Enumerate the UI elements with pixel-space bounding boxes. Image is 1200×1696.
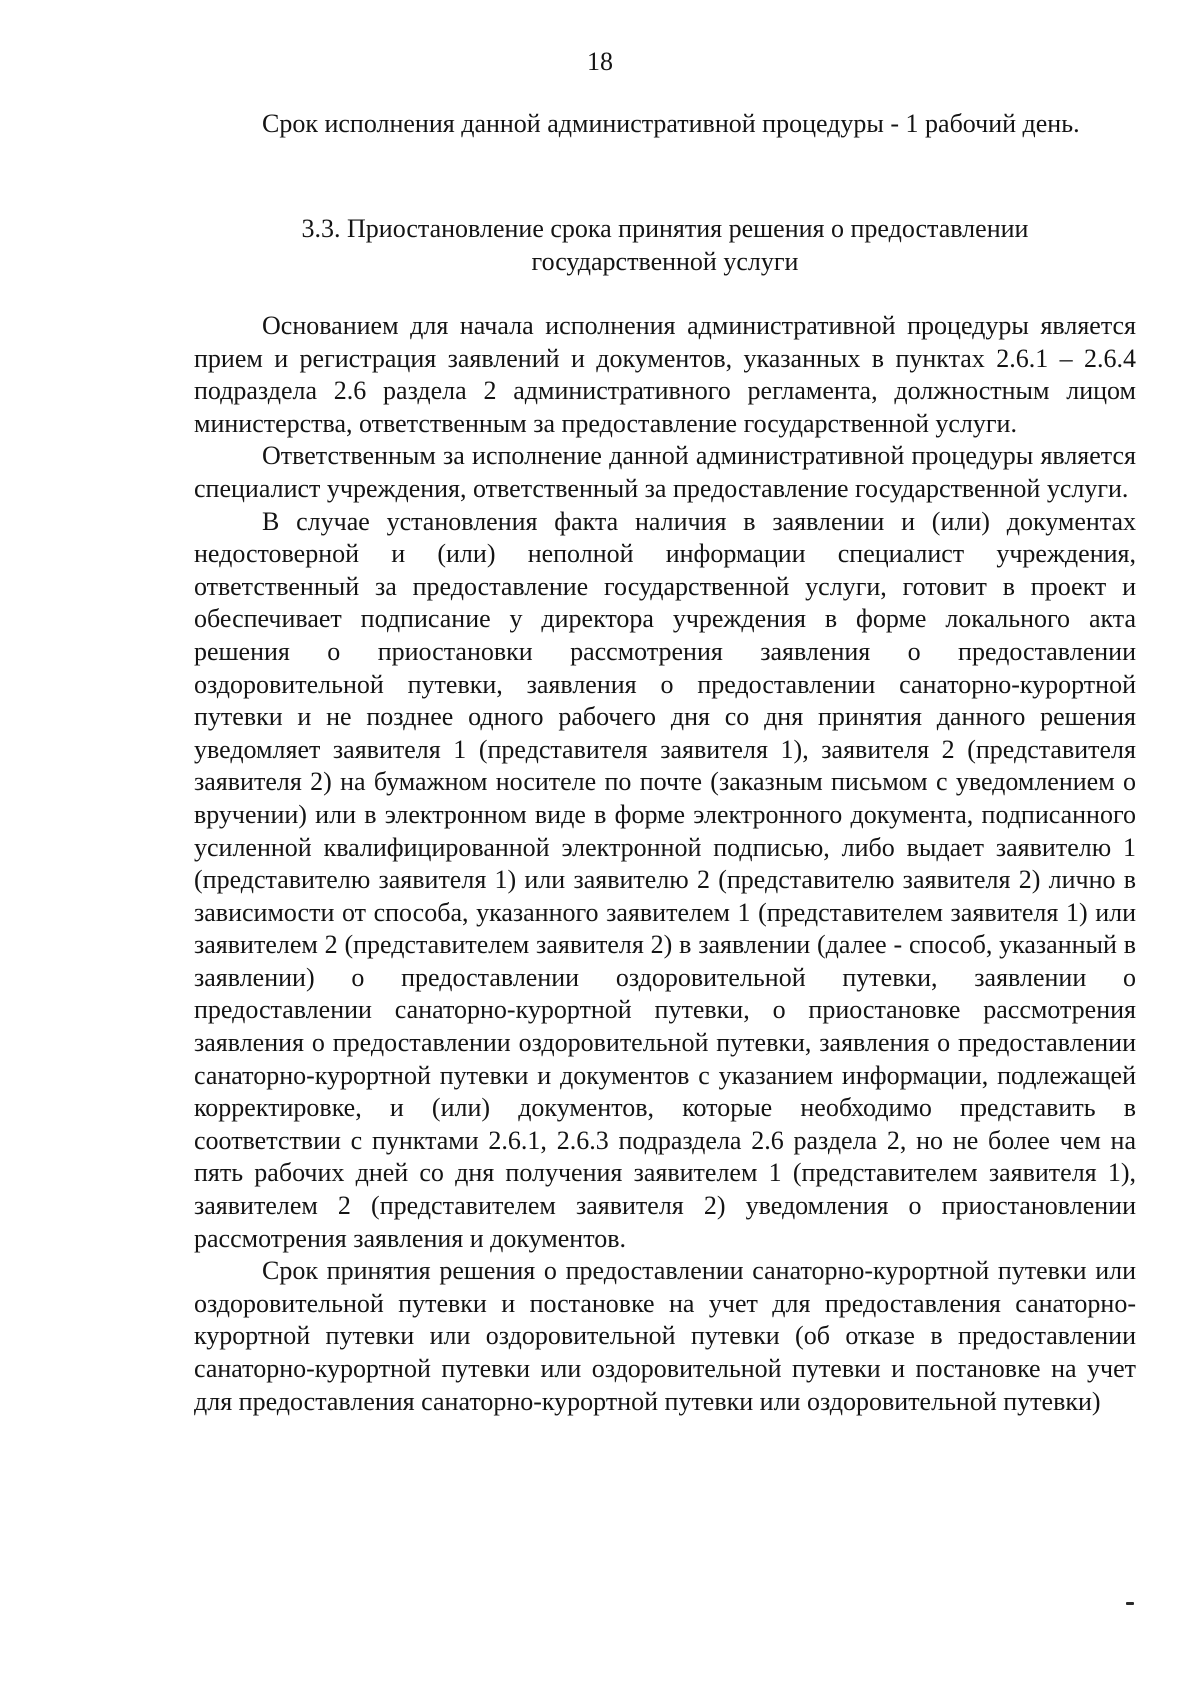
paragraph-grounds: Основанием для начала исполнения административной процедуры является прием и регистрация заявлений и документов, указанных в пунктах 2.6.1 – 2.6.4 подраздела 2.6 раздела 2 административного регламента, должностным лицом министерства, ответственным за предоставление государственной услуги. [194, 311, 1136, 438]
scan-mark [1126, 1602, 1134, 1605]
page-number: 18 [587, 47, 613, 76]
intro-paragraph: Срок исполнения данной административной процедуры - 1 рабочий день. [262, 109, 1080, 138]
main-text-block [194, 310, 1136, 1418]
paragraph-suspension-procedure: В случае установления факта наличия в заявлении и (или) документах недостоверной и (или) неполной информации специалист учреждения, ответственный за предоставление государственной услуги, готовит в проект и обеспечивает подписание у директора учреждения в форме локального акта решения о приостановки рассмотрения заявления о предоставлении оздоровительной путевки, заявления о предоставлении санаторно-курортной путевки и не позднее одного рабочего дня со дня принятия данного решения уведомляет заявителя 1 (представителя заявителя 1), заявителя 2 (представителя заявителя 2) на бумажном носителе по почте (заказным письмом с уведомлением о вручении) или в электронном виде в форме электронного документа, подписанного усиленной квалифицированной электронной подписью, либо выдает заявителю 1 (представителю заявителя 1) или заявителю 2 (представителю заявителя 2) лично в зависимости от способа, указанного заявителем 1 (представителем заявителя 1) или заявителем 2 (представителем заявителя 2) в заявлении (далее - способ, указанный в заявлении) о предоставлении оздоровительной путевки, заявлении о предоставлении санаторно-курортной путевки, о приостановке рассмотрения заявления о предоставлении оздоровительной путевки, заявления о предоставлении санаторно-курортной путевки и документов с указанием информации, подлежащей корректировке, и (или) документов, которые необходимо представить в соответствии с пунктами 2.6.1, 2.6.3 подраздела 2.6 раздела 2, но не более чем на пять рабочих дней со дня получения заявителем 1 (представителем заявителя 1), заявителем 2 (представителем заявителя 2) уведомления о приостановлении рассмотрения заявления и документов. [194, 506, 1136, 1253]
section-heading-line-1: 3.3. Приостановление срока принятия решения о предоставлении [301, 214, 1029, 243]
paragraph-responsible: Ответственным за исполнение данной административной процедуры является специалист учреждения, ответственный за предоставление государственной услуги. [194, 441, 1136, 503]
section-heading-line-2: государственной услуги [531, 247, 799, 276]
intro-block [194, 108, 1136, 141]
section-heading [194, 212, 1136, 278]
paragraph-decision-deadline: Срок принятия решения о предоставлении санаторно-курортной путевки или оздоровительной путевки и постановке на учет для предоставления санаторно-курортной путевки или оздоровительной путевки (об отказе в предоставлении санаторно-курортной путевки или оздоровительной путевки и постановке на учет для предоставления санаторно-курортной путевки или оздоровительной путевки) [194, 1256, 1136, 1416]
